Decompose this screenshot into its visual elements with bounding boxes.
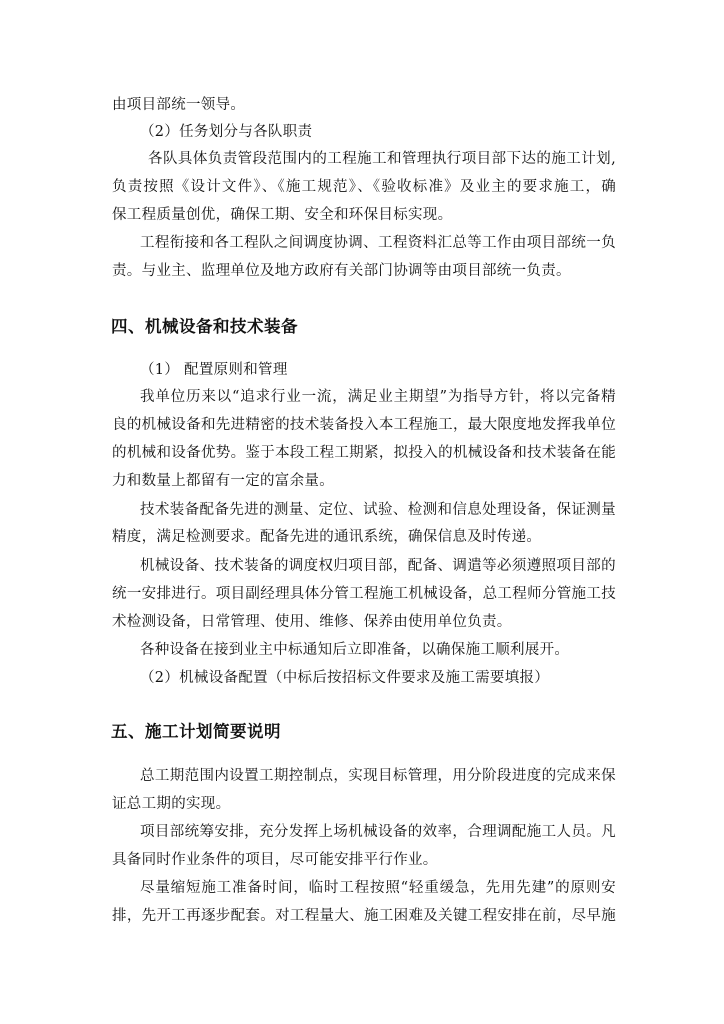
schedule-para3-line2: 排，先开工再逐步配套。对工程量大、施工困难及关键工程安排在前，尽早施 [112,908,616,924]
machinery-para4: 各种设备在接到业主中标通知后立即准备，以确保施工顺利展开。 [140,642,570,658]
machinery-subtitle-2: （2）机械设备配置（中标后按招标文件要求及施工需要填报） [140,670,550,686]
machinery-para1-line4: 力和数量上都留有一定的富余量。 [112,473,334,489]
schedule-para2-line1: 项目部统筹安排，充分发挥上场机械设备的效率，合理调配施工人员。凡 [140,824,616,840]
task-division-para2-line2: 责。与业主、监理单位及地方政府有关部门协调等由项目部统一负责。 [112,263,571,279]
machinery-para1-line3: 的机械和设备优势。鉴于本段工程工期紧，拟投入的机械设备和技术装备在能 [112,445,616,461]
machinery-para3-line3: 术检测设备，日常管理、使用、维修、保养由使用单位负责。 [112,614,512,630]
machinery-para1-line2: 良的机械设备和先进精密的技术装备投入本工程施工，最大限度地发挥我单位 [112,417,616,433]
task-division-para1-line1: 各队具体负责管段范围内的工程施工和管理执行项目部下达的施工计划, [148,151,616,167]
section-heading-schedule: 五、施工计划简要说明 [111,722,281,741]
schedule-para3-line1: 尽量缩短施工准备时间，临时工程按照“轻重缓急，先用先建”的原则安 [140,880,616,896]
machinery-para3-line1: 机械设备、技术装备的调度权归项目部，配备、调遣等必须遵照项目部的 [140,558,616,574]
section-heading-machinery: 四、机械设备和技术装备 [111,317,298,336]
schedule-para1-line1: 总工期范围内设置工期控制点，实现目标管理，用分阶段进度的完成来保 [140,768,616,784]
task-division-subtitle: （2）任务划分与各队职责 [140,124,313,140]
intro-tail-line: 由项目部统一领导。 [112,97,246,113]
task-division-para2-line1: 工程衔接和各工程队之间调度协调、工程资料汇总等工作由项目部统一负 [140,235,616,251]
schedule-para2-line2: 具备同时作业条件的项目，尽可能安排平行作业。 [112,852,438,868]
task-division-para1-line2: 负责按照《设计文件》、《施工规范》、《验收标准》及业主的要求施工，确 [112,179,616,195]
machinery-subtitle-1: （1） 配置原则和管理 [140,362,288,378]
task-division-para1-line3: 保工程质量创优，确保工期、安全和环保目标实现。 [112,207,453,223]
schedule-para1-line2: 证总工期的实现。 [112,796,231,812]
machinery-para2-line2: 精度，满足检测要求。配备先进的通讯系统，确保信息及时传递。 [112,529,542,545]
machinery-para1-line1: 我单位历来以“追求行业一流，满足业主期望”为指导方针，将以完备精 [140,389,616,405]
machinery-para2-line1: 技术装备配备先进的测量、定位、试验、检测和信息处理设备，保证测量 [140,502,616,518]
machinery-para3-line2: 统一安排进行。项目副经理具体分管工程施工机械设备，总工程师分管施工技 [112,586,616,602]
